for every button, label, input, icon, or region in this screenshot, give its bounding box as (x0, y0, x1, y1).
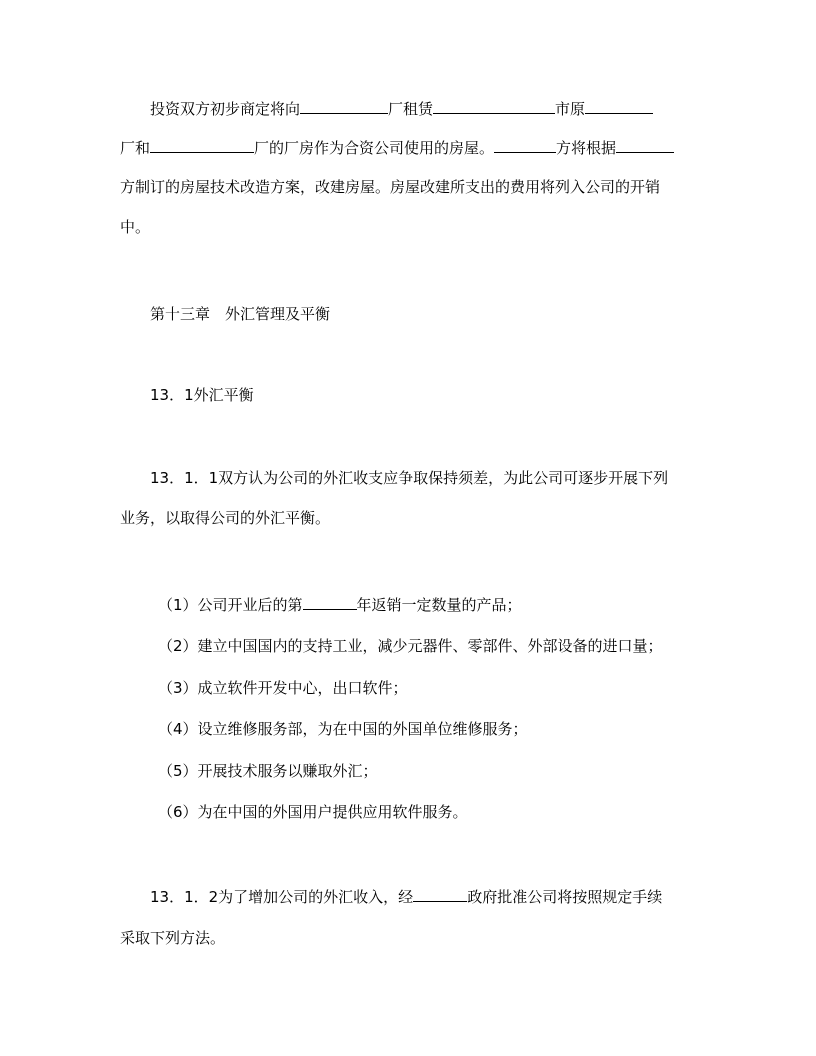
blank-field (433, 98, 555, 114)
blank-field (303, 594, 357, 610)
list-item: （6）为在中国的外国用户提供应用软件服务。 (158, 803, 468, 821)
list-item: （4）设立维修服务部，为在中国的外国单位维修服务； (158, 720, 528, 738)
blank-field (616, 137, 674, 153)
list-item: （5）开展技术服务以赚取外汇； (158, 762, 378, 780)
paragraph-1-line-1: 投资双方初步商定将向 厂租赁 市原 (150, 98, 653, 119)
paragraph-1-line-3: 方制订的房屋技术改造方案，改建房屋。房屋改建所支出的费用将列入公司的开销 (120, 178, 661, 196)
list-item: （1）公司开业后的第 年返销一定数量的产品； (158, 596, 522, 614)
clause-1-line-2: 业务，以取得公司的外汇平衡。 (120, 509, 331, 527)
blank-field (494, 137, 556, 153)
paragraph-1-line-2: 厂和 厂的厂房作为合资公司使用的房屋。 方将根据 (120, 137, 674, 158)
blank-field (150, 137, 254, 153)
blank-field (413, 886, 467, 902)
blank-field (300, 98, 388, 114)
clause-2-line-2: 采取下列方法。 (120, 929, 226, 947)
blank-field (585, 98, 653, 114)
chapter-title: 第十三章 外汇管理及平衡 (150, 305, 331, 323)
paragraph-1-line-4: 中。 (120, 218, 151, 236)
clause-1-line-1: 13．1．1双方认为公司的外汇收支应争取保持须差，为此公司可逐步开展下列 (150, 469, 669, 487)
clause-2-line-1: 13．1．2为了增加公司的外汇收入，经 政府批准公司将按照规定手续 (150, 888, 663, 906)
list-item: （3）成立软件开发中心，出口软件； (158, 679, 408, 697)
list-item: （2）建立中国国内的支持工业，减少元器件、零部件、外部设备的进口量； (158, 637, 663, 655)
section-title: 13．1外汇平衡 (150, 386, 254, 404)
